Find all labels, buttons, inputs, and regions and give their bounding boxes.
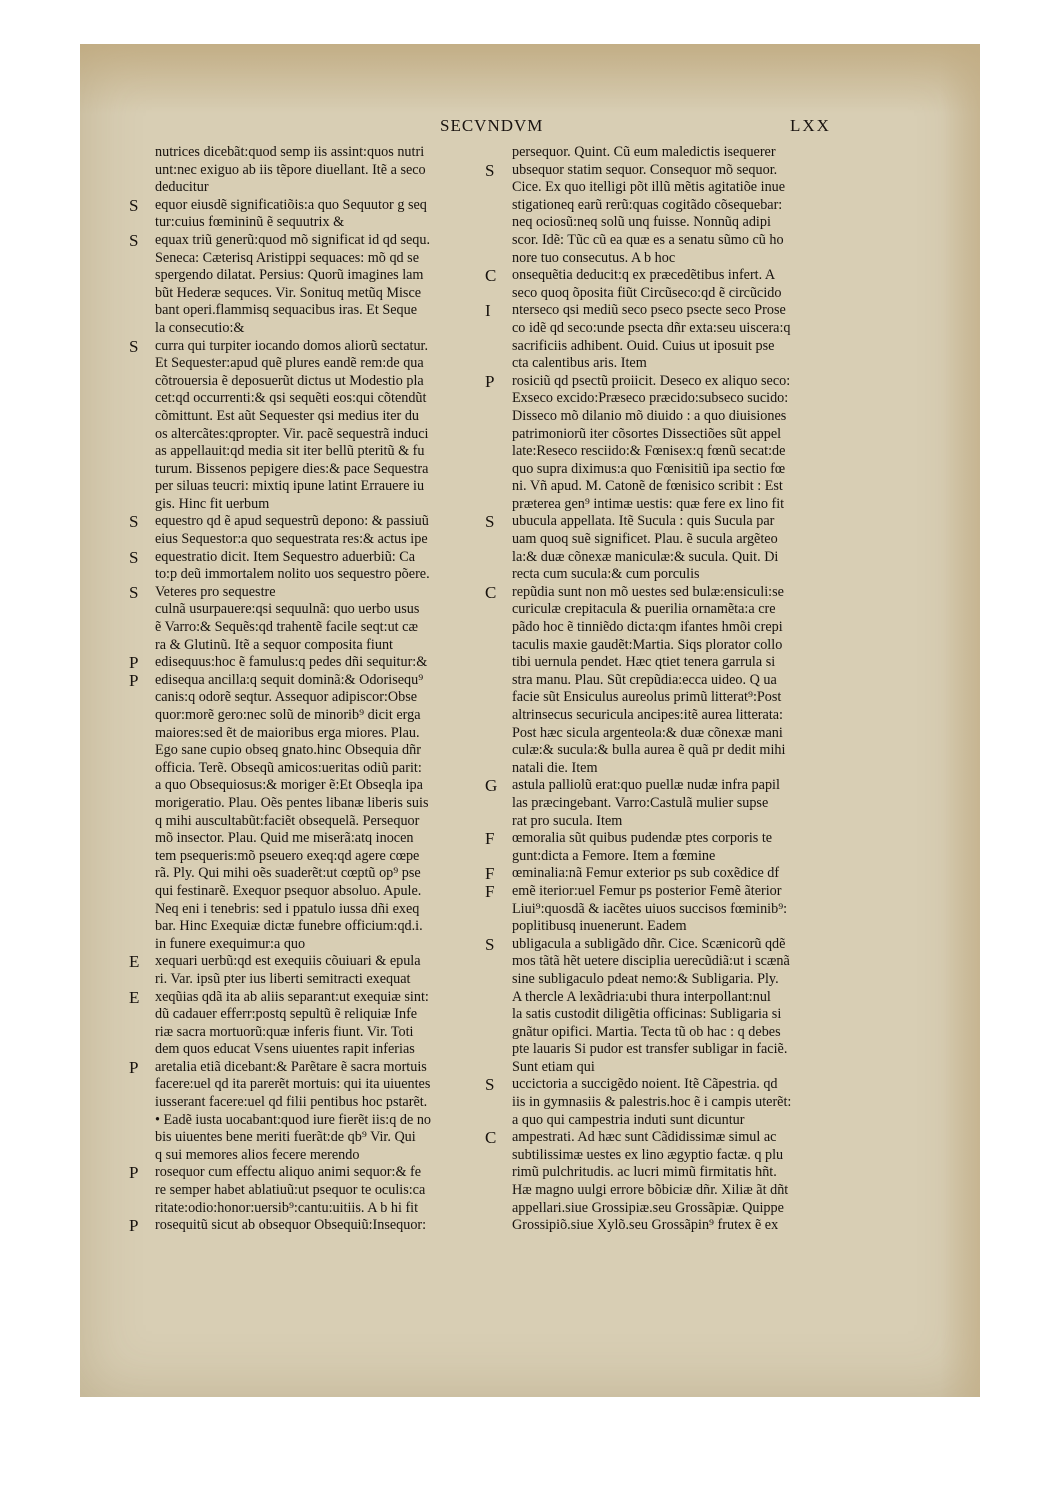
- text-line: [485, 864, 857, 884]
- text-line: [512, 707, 857, 725]
- text-line: [512, 338, 857, 356]
- marginal-initial: I: [485, 301, 491, 321]
- line-text: mõ insector. Plau. Quid me miserã:atq inocen: [155, 830, 414, 847]
- text-line: [512, 1147, 857, 1165]
- marginal-initial: C: [485, 1128, 497, 1148]
- line-text: la satis custodit diligẽtia officinas: Subligaria si: [512, 1006, 782, 1023]
- marginal-initial: S: [129, 230, 139, 250]
- line-text: astula palliolũ erat:quo puellæ nudæ infra papil: [512, 777, 780, 794]
- text-line: [512, 496, 857, 514]
- marginal-initial: C: [485, 582, 497, 602]
- text-line: [155, 1024, 495, 1042]
- line-text: natali die. Item: [512, 759, 598, 776]
- line-text: gnãtur opifici. Martia. Tecta tũ ob hac : q debes: [512, 1023, 781, 1040]
- line-text: equax triũ generũ:quod mõ significat id qd sequ.: [155, 231, 431, 248]
- text-line: [512, 1059, 857, 1077]
- marginal-initial: S: [485, 934, 495, 954]
- text-line: [129, 547, 495, 567]
- line-text: bar. Hinc Exequiæ dictæ funebre officium:qd.i.: [155, 918, 423, 935]
- text-line: [155, 848, 495, 866]
- text-line: [512, 601, 857, 619]
- line-text: recta cum sucula:& cum porculis: [512, 566, 700, 583]
- line-text: bũt Hederæ sequces. Vir. Sonituq metũq Misce: [155, 284, 422, 301]
- text-line: [155, 813, 495, 831]
- text-line: [155, 1182, 495, 1200]
- text-line: [129, 582, 495, 602]
- text-line: [512, 285, 857, 303]
- text-line: [485, 881, 857, 901]
- line-text: iusserant facere:uel qd filii pentibus hoc pstarẽt.: [155, 1094, 428, 1111]
- line-text: mos tãtã hẽt uetere disciplia uerecũdiã:ut i scænã: [512, 953, 790, 970]
- text-line: [512, 1024, 857, 1042]
- text-line: [512, 742, 857, 760]
- text-line: [512, 531, 857, 549]
- line-text: ni. Vñ apud. M. Catonẽ de fœnisico scribit : Est: [512, 478, 783, 495]
- line-text: culnã usurpauere:qsi sequulnã: quo uerbo usus: [155, 601, 420, 618]
- line-text: xequari uerbũ:qd est exequiis cõuiuari & epula: [155, 953, 421, 970]
- line-text: • Eadẽ iusta uocabant:quod iure fierẽt iis:q de no: [155, 1111, 432, 1128]
- line-text: Grossipiõ.siue Xylõ.seu Grossãpin⁹ frutex ẽ ex: [512, 1217, 779, 1234]
- text-line: [512, 232, 857, 250]
- page-stain-top: [80, 44, 980, 114]
- text-line: [129, 512, 495, 532]
- line-text: ampestrati. Ad hæc sunt Cãdidissimæ simul ac: [512, 1129, 777, 1146]
- text-line: [155, 443, 495, 461]
- marginal-initial: E: [129, 952, 140, 972]
- line-text: gunt:dicta a Femore. Item a fœmine: [512, 847, 716, 864]
- line-text: facere:uel qd ita parerẽt mortuis: qui ita uiuentes: [155, 1076, 431, 1093]
- text-line: [512, 355, 857, 373]
- running-head: [80, 116, 980, 140]
- line-text: onsequẽtia deducit:q ex præcedẽtibus infert. A: [512, 267, 776, 284]
- line-text: Liui⁹:quosdã & iacẽtes uiuos succisos fœminib⁹:: [512, 900, 788, 917]
- text-line: [155, 531, 495, 549]
- text-line: [512, 478, 857, 496]
- text-line: [155, 302, 495, 320]
- line-text: per siluas teucri: mixtiq ipune latint Errauere iu: [155, 478, 425, 495]
- text-line: [512, 1094, 857, 1112]
- line-text: equor eiusdẽ significatiõis:a quo Sequutor g seq: [155, 196, 427, 213]
- text-line: [155, 267, 495, 285]
- text-line: [485, 582, 857, 602]
- text-line: [155, 478, 495, 496]
- text-line: [512, 461, 857, 479]
- marginal-initial: P: [129, 670, 139, 690]
- line-text: canis:q odorẽ seqtur. Assequor adipiscor:Obse: [155, 689, 418, 706]
- line-text: sacrificiis adhibent. Ouid. Cuius ut iposuit pse: [512, 337, 775, 354]
- text-line: [155, 1129, 495, 1147]
- text-line: [485, 934, 857, 954]
- text-line: [155, 250, 495, 268]
- text-line: [485, 512, 857, 532]
- line-text: ubsequor statim sequor. Consequor mõ sequor.: [512, 161, 778, 178]
- line-text: A thercle A lexãdria:ubi thura interpollant:nul: [512, 988, 771, 1005]
- line-text: iis in gymnasiis & palestris.hoc ẽ i campis uterẽt:: [512, 1094, 792, 1111]
- text-line: [129, 195, 495, 215]
- line-text: unt:nec exiguo ab iis tẽpore diuellant. Itẽ a seco: [155, 161, 426, 178]
- line-text: quo supra diximus:a quo Fœnisitiũ ipa sectio fœ: [512, 460, 786, 477]
- line-text: riæ sacra mortuorũ:quæ inferis fiunt. Vir. Toti: [155, 1023, 414, 1040]
- marginal-initial: S: [129, 582, 139, 602]
- line-text: Cice. Ex quo itelligi põt illũ mẽtis agitatiõe inue: [512, 179, 786, 196]
- line-text: patrimoniorũ iter cõsortes Dissectiões sũt appel: [512, 425, 782, 442]
- line-text: qui festinarẽ. Exequor psequor absoluo. Apule.: [155, 882, 422, 899]
- line-text: appellari.siue Grossipiæ.seu Grossãpiæ. Quippe: [512, 1199, 784, 1216]
- line-text: la:& duæ cõnexæ maniculæ:& sucula. Quit. Di: [512, 548, 779, 565]
- text-line: [155, 1094, 495, 1112]
- text-line: [512, 443, 857, 461]
- line-text: curiculæ crepitacula & puerilia ornamẽta:a cre: [512, 601, 776, 618]
- text-line: [485, 371, 857, 391]
- text-line: [512, 953, 857, 971]
- text-line: [155, 1147, 495, 1165]
- text-line: [512, 214, 857, 232]
- line-text: eius Sequestor:a quo sequestrata res:& actus ipe: [155, 531, 428, 548]
- line-text: Post hæc sicula argenteola:& duæ cõnexæ mani: [512, 724, 783, 741]
- text-line: [512, 549, 857, 567]
- text-line: [129, 1057, 495, 1077]
- text-line: [512, 566, 857, 584]
- marginal-initial: F: [485, 881, 495, 901]
- line-text: neq ociosũ:neq solũ unq fuisse. Nonnũq adipi: [512, 214, 771, 231]
- text-line: [485, 266, 857, 286]
- text-line: [485, 776, 857, 796]
- text-line: [129, 230, 495, 250]
- line-text: gis. Hinc fit uerbum: [155, 495, 270, 512]
- book-page: [80, 44, 980, 1397]
- line-text: quor:morẽ gero:nec solũ de minorib⁹ dicit erga: [155, 707, 421, 723]
- line-text: Et Sequester:apud quẽ plures eandẽ rem:de qua: [155, 355, 424, 372]
- marginal-initial: S: [485, 512, 495, 532]
- text-line: [512, 689, 857, 707]
- marginal-initial: P: [129, 1057, 139, 1077]
- line-text: maiores:sed ẽt de maioribus erga miores. Plau.: [155, 724, 420, 741]
- text-line: [155, 936, 495, 954]
- line-text: nterseco qsi mediũ seco pseco psecte seco Prose: [512, 302, 786, 319]
- text-line: [155, 601, 495, 619]
- line-text: præterea gen⁹ intimæ uestis: quæ fere ex lino fit: [512, 495, 785, 512]
- line-text: altrinsecus securicula ancipes:itẽ aurea litterata:: [512, 707, 784, 723]
- line-text: stra manu. Plau. Sũt crepũdia:ecca uideo. Q ua: [512, 671, 777, 688]
- text-line: [155, 390, 495, 408]
- line-text: stigationeq earũ rerũ:quas cogitãdo cõsequebar:: [512, 196, 783, 213]
- line-text: officia. Terẽ. Obseqũ amicos:ueritas odiũ parit:: [155, 759, 422, 776]
- text-line: [155, 689, 495, 707]
- text-line: [512, 848, 857, 866]
- line-text: cta calentibus aris. Item: [512, 355, 647, 372]
- folio-number: LXX: [790, 116, 831, 135]
- line-text: morigeratio. Plau. Oẽs pentes libanæ liberis suis: [155, 794, 429, 811]
- line-text: equestro qd ẽ apud sequestrũ depono: & passiuũ: [155, 513, 429, 530]
- line-text: a quo Obsequiosus:& moriger ẽ:Et Obseqla ipa: [155, 777, 423, 794]
- line-text: co idẽ qd seco:unde psecta dñr exta:seu uiscera:q: [512, 319, 791, 336]
- line-text: rosequor cum effectu aliquo animi sequor:& fe: [155, 1164, 422, 1181]
- line-text: re semper habet ablatiuũ:ut psequor te oculis:ca: [155, 1182, 426, 1199]
- marginal-initial: S: [129, 512, 139, 532]
- text-line: [155, 883, 495, 901]
- line-text: sine subligaculo pdeat nemo:& Subligaria. Ply.: [512, 970, 779, 987]
- text-line: [512, 901, 857, 919]
- text-line: [155, 725, 495, 743]
- line-text: tur:cuius fœmininũ ẽ sequutrix &: [155, 214, 345, 231]
- text-line: [155, 830, 495, 848]
- line-text: ubligacula a subligãdo dñr. Cice. Scænicorũ qdẽ: [512, 935, 786, 952]
- line-text: in funere exequimur:a quo: [155, 935, 306, 952]
- line-text: facie sũt Ensiculus aureolus primũ litterat⁹:Post: [512, 689, 782, 706]
- line-text: ra & Glutinũ. Itẽ a sequor composita fiunt: [155, 636, 393, 653]
- line-text: q mihi auscultabũt:faciẽt obsequelã. Persequor: [155, 812, 420, 829]
- text-line: [155, 461, 495, 479]
- text-line: [512, 1006, 857, 1024]
- text-line: [155, 742, 495, 760]
- line-text: taculis maxie gaudẽt:Martia. Siqs plorator collo: [512, 636, 783, 653]
- line-text: equestratio dicit. Item Sequestro aduerbiũ: Ca: [155, 548, 416, 565]
- text-line: [155, 707, 495, 725]
- text-line: [155, 619, 495, 637]
- left-text-column: [129, 144, 498, 1236]
- marginal-initial: E: [129, 987, 140, 1007]
- line-text: Veteres pro sequestre: [155, 583, 276, 600]
- page-stain-right: [940, 44, 980, 1397]
- text-line: [155, 179, 495, 197]
- line-text: ritate:odio:honor:uersib⁹:cantu:uitiis. A b hi fit: [155, 1199, 419, 1216]
- text-line: [512, 250, 857, 268]
- marginal-initial: S: [485, 160, 495, 180]
- line-text: rat pro sucula. Item: [512, 812, 623, 829]
- line-text: nore tuo consecutus. A b hoc: [512, 249, 676, 266]
- line-text: repũdia sunt non mõ uestes sed bulæ:ensiculi:se: [512, 583, 784, 600]
- line-text: curra qui turpiter iocando domos aliorũ sectatur.: [155, 337, 429, 354]
- text-line: [155, 162, 495, 180]
- line-text: dem quos educat Vsens uiuentes rapit inferias: [155, 1041, 415, 1058]
- line-text: œminalia:nã Femur exterior ps sub coxẽdice df: [512, 865, 780, 882]
- text-line: [512, 1182, 857, 1200]
- text-line: [512, 197, 857, 215]
- marginal-initial: S: [129, 336, 139, 356]
- text-line: [155, 1076, 495, 1094]
- marginal-initial: F: [485, 829, 495, 849]
- line-text: rosequitũ sicut ab obsequor Obsequiũ:Insequor:: [155, 1217, 427, 1234]
- text-line: [512, 760, 857, 778]
- line-text: cõmittunt. Est aũt Sequester qsi medius iter du: [155, 407, 420, 424]
- text-line: [155, 144, 495, 162]
- text-line: [155, 355, 495, 373]
- text-line: [512, 654, 857, 672]
- text-line: [155, 760, 495, 778]
- line-text: q sui memores alios fecere merendo: [155, 1146, 360, 1163]
- text-line: [155, 918, 495, 936]
- text-line: [155, 566, 495, 584]
- line-text: tibi uernula pendet. Hæc qtiet tenera garrula si: [512, 654, 776, 671]
- text-line: [155, 637, 495, 655]
- line-text: bis uiuentes bene meriti fuerãt:de qb⁹ Vir. Qui: [155, 1129, 416, 1146]
- marginal-initial: F: [485, 864, 495, 884]
- text-line: [512, 918, 857, 936]
- line-text: seco quoq õposita fiũt Circũseco:qd ẽ circũcido: [512, 284, 782, 301]
- text-line: [155, 408, 495, 426]
- text-line: [512, 672, 857, 690]
- line-text: Ego sane cupio obseq gnato.hinc Obsequia dñr: [155, 742, 421, 759]
- line-text: late:Reseco resciido:& Fœnisex:q fœnũ secat:de: [512, 443, 786, 460]
- line-text: pãdo hoc ẽ tinniẽdo dicta:qm ifantes hmõi crepi: [512, 619, 783, 636]
- text-line: [512, 1164, 857, 1182]
- line-text: rã. Ply. Qui mihi oẽs suaderẽt:ut cœptũ op⁹ pse: [155, 865, 421, 882]
- line-text: persequor. Quint. Cũ eum maledictis isequerer: [512, 144, 776, 160]
- text-line: [512, 795, 857, 813]
- marginal-initial: P: [129, 653, 139, 673]
- text-line: [512, 179, 857, 197]
- text-line: [512, 989, 857, 1007]
- line-text: as appellauit:qd media sit iter bellũ pteritũ & fu: [155, 443, 425, 460]
- text-line: [512, 390, 857, 408]
- line-text: pte lauaris Si pudor est transfer subligar in faciẽ.: [512, 1041, 788, 1058]
- line-text: turum. Bissenos pepigere dies:& pace Sequestra: [155, 460, 429, 477]
- text-line: [512, 1200, 857, 1218]
- line-text: scor. Idẽ: Tũc cũ ea quæ es a senatu sũmo cũ ho: [512, 231, 784, 248]
- marginal-initial: P: [129, 1163, 139, 1183]
- line-text: œmoralia sũt quibus pudendæ ptes corporis te: [512, 830, 773, 847]
- text-line: [512, 1217, 857, 1235]
- line-text: Exseco excido:Præseco præcido:subseco sucido:: [512, 390, 789, 407]
- line-text: Seneca: Cæterisq Aristippi sequaces: mõ qd se: [155, 249, 419, 266]
- line-text: ẽ Varro:& Sequẽs:qd trahentẽ facile seqt:ut cæ: [155, 619, 418, 636]
- line-text: tem psequeris:mõ pseuero exeq:qd agere cœpe: [155, 847, 420, 864]
- text-line: [155, 373, 495, 391]
- line-text: os altercãtes:qpropter. Vir. pacẽ sequestrã induci: [155, 425, 429, 442]
- line-text: bant operi.flammisq sequacibus iras. Et Seque: [155, 302, 418, 319]
- line-text: edisequa ancilla:q sequit dominã:& Odorisequ⁹: [155, 671, 424, 688]
- line-text: las præcingebant. Varro:Castulã mulier supse: [512, 794, 769, 811]
- line-text: spergendo dilatat. Persius: Quorũ imagines lam: [155, 267, 424, 284]
- text-line: [155, 1041, 495, 1059]
- line-text: emẽ iterior:uel Femur ps posterior Femẽ ãterior: [512, 882, 782, 899]
- text-line: [129, 987, 495, 1007]
- line-text: Sunt etiam qui: [512, 1058, 595, 1075]
- text-line: [155, 285, 495, 303]
- line-text: edisequus:hoc ẽ famulus:q pedes dñi sequitur:&: [155, 654, 428, 671]
- line-text: culæ:& sucula:& bulla aurea ẽ quã pr dedit mihi: [512, 742, 786, 759]
- text-line: [155, 1006, 495, 1024]
- marginal-initial: P: [485, 371, 495, 391]
- text-line: [129, 1163, 495, 1183]
- text-line: [155, 496, 495, 514]
- line-text: aretalia etiã dicebant:& Parẽtare ẽ sacra mortuis: [155, 1058, 427, 1075]
- text-line: [155, 901, 495, 919]
- text-line: [512, 813, 857, 831]
- text-line: [512, 619, 857, 637]
- line-text: deducitur: [155, 179, 209, 196]
- text-line: [512, 971, 857, 989]
- text-line: [129, 336, 495, 356]
- line-text: Disseco mõ dilanio mõ diuido : a quo diuisiones: [512, 407, 787, 424]
- text-line: [512, 725, 857, 743]
- marginal-initial: S: [129, 547, 139, 567]
- line-text: nutrices dicebãt:quod semp iis assint:quos nutri: [155, 144, 425, 160]
- text-line: [155, 865, 495, 883]
- text-line: [485, 1128, 857, 1148]
- text-line: [512, 408, 857, 426]
- line-text: rimũ pulchritudis. ac lucri mimũ firmitatis hñt.: [512, 1164, 777, 1181]
- text-line: [155, 971, 495, 989]
- line-text: dũ cadauer efferr:postq sepultũ ẽ reliquiæ Infe: [155, 1006, 418, 1023]
- line-text: la consecutio:&: [155, 319, 245, 336]
- line-text: ubucula appellata. Itẽ Sucula : quis Sucula par: [512, 513, 775, 530]
- text-line: [155, 426, 495, 444]
- text-line: [155, 776, 498, 796]
- line-text: rosiciũ qd psectũ proiicit. Deseco ex aliquo seco:: [512, 372, 791, 389]
- text-line: [155, 795, 495, 813]
- text-line: [512, 1041, 857, 1059]
- text-line: [155, 1112, 495, 1130]
- text-line: [512, 144, 857, 162]
- line-text: Neq eni i tenebris: sed i ppatulo iussa dñi exeq: [155, 900, 420, 917]
- marginal-initial: S: [485, 1075, 495, 1095]
- line-text: xeqũias qdã ita ab aliis separant:ut exequiæ sint:: [155, 988, 429, 1005]
- running-title: SECVNDVM: [440, 116, 544, 135]
- marginal-initial: P: [129, 1216, 139, 1236]
- text-line: [155, 320, 495, 338]
- text-line: [512, 320, 857, 338]
- marginal-initial: G: [485, 776, 498, 796]
- text-line: [512, 637, 857, 655]
- text-line: [129, 670, 495, 690]
- text-line: [512, 426, 857, 444]
- line-text: to:p deũ immortalem nolito uos sequestro põere.: [155, 566, 430, 583]
- text-line: [485, 160, 857, 180]
- line-text: cõtrouersia ẽ deposuerũt dictus ut Modestio pla: [155, 372, 424, 389]
- text-line: [512, 1112, 857, 1130]
- text-line: [485, 301, 857, 321]
- line-text: poplitibusq inuenerunt. Eadem: [512, 918, 687, 935]
- line-text: uccictoria a succigẽdo noient. Itẽ Cãpestria. qd: [512, 1076, 778, 1093]
- marginal-initial: S: [129, 195, 139, 215]
- text-line: [129, 653, 495, 673]
- line-text: subtilissimæ uestes ex lino ægyptio factæ. q plu: [512, 1146, 784, 1163]
- line-text: ri. Var. ipsũ pter ius liberti semitracti exequat: [155, 970, 411, 987]
- text-line: [155, 214, 495, 232]
- text-line: [485, 1075, 857, 1095]
- marginal-initial: C: [485, 266, 497, 286]
- line-text: Hæ magno uulgi errore bõbiciæ dñr. Xiliæ ãt dñt: [512, 1182, 789, 1199]
- text-line: [129, 952, 495, 972]
- right-text-column: [485, 144, 857, 1235]
- text-line: [155, 1200, 495, 1218]
- line-text: uam quoq suẽ significet. Plau. ẽ sucula argẽteo: [512, 531, 778, 548]
- line-text: a quo qui campestria induti sunt dicuntur: [512, 1111, 745, 1128]
- line-text: cet:qd occurrenti:& qsi sequẽti eos:qui cõtendũt: [155, 390, 427, 407]
- text-line: [129, 1216, 495, 1236]
- text-line: [485, 829, 857, 849]
